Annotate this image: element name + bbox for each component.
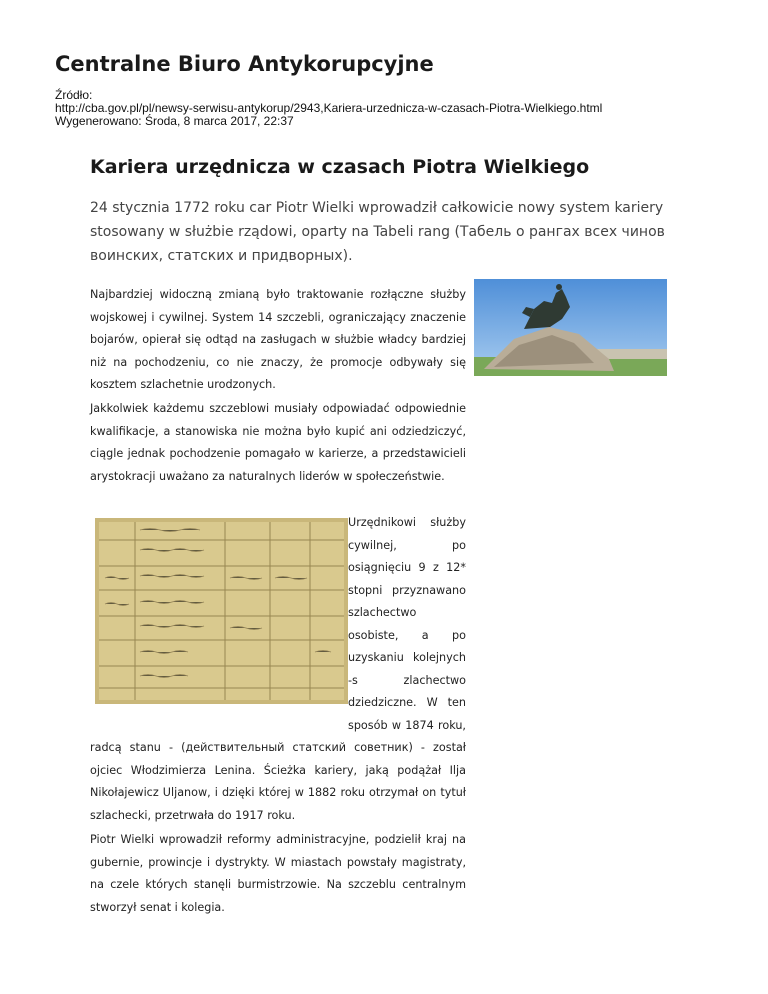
paragraph-2: Jakkolwiek każdemu szczeblowi musiały odpowiadać odpowiednie kwalifikacje, a stanowiska nie można było kupić ani odziedziczyć, ciągle jednak pochodzenie pomagało w karierze, a przedstawicieli arystokracji uważano za naturalnych liderów w społeczeństwie. bbox=[90, 402, 466, 483]
generated-date: Wygenerowano: Środa, 8 marca 2017, 22:37 bbox=[55, 114, 294, 128]
article-lead: 24 stycznia 1772 roku car Piotr Wielki wprowadził całkowicie nowy system kariery stosowany w służbie rządowi, oparty na Tabeli rang (Табель о рангах всех чинов воинских, статских и придворных). bbox=[90, 200, 665, 264]
source-meta bbox=[55, 89, 602, 128]
image-float-spacer bbox=[90, 512, 348, 722]
article-title: Kariera urzędnicza w czasach Piotra Wielkiego bbox=[90, 156, 590, 178]
source-label: Źródło: bbox=[55, 88, 93, 102]
bronze-horseman-image bbox=[474, 279, 667, 376]
site-title: Centralne Biuro Antykorupcyjne bbox=[55, 52, 434, 76]
source-url[interactable]: http://cba.gov.pl/pl/newsy-serwisu-antykorup/2943,Kariera-urzednicza-w-czasach-Piotra-Wielkiego.html bbox=[55, 101, 603, 115]
paragraph-4: Piotr Wielki wprowadził reformy administracyjne, podzielił kraj na gubernie, prowincje i dystrykty. W miastach powstały magistraty, na czele których stanęli burmistrzowie. Na szczeblu centralnym stworzył senat i kolegia. bbox=[90, 833, 466, 914]
paragraph-1: Najbardziej widoczną zmianą było traktowanie rozłączne służby wojskowej i cywilnej. System 14 szczebli, ograniczający znaczenie bojarów, opierał się odtąd na zasługach w służbie władcy bardziej niż na pochodzeniu, co nie znaczy, że promocje odbywały się kosztem szlachetnie urodzonych. bbox=[90, 288, 466, 391]
paragraph-3-wrapper bbox=[90, 512, 466, 827]
paragraph-3: Urzędnikowi służby cywilnej, po osiągnięciu 9 z 12* stopni przyznawano szlachectwo osobiste, a po uzyskaniu kolejnych -s zlachectwo dziedziczne. W ten sposób w 1874 roku, radcą stanu - (действительный статский советник) - został ojciec Włodzimierza Lenina. Ścieżka kariery, jaką podążał Ilja Nikołajewicz Uljanow, i dzięki której w 1882 roku otrzymał on tytuł szlachecki, przetrwała do 1917 roku. bbox=[90, 516, 466, 822]
